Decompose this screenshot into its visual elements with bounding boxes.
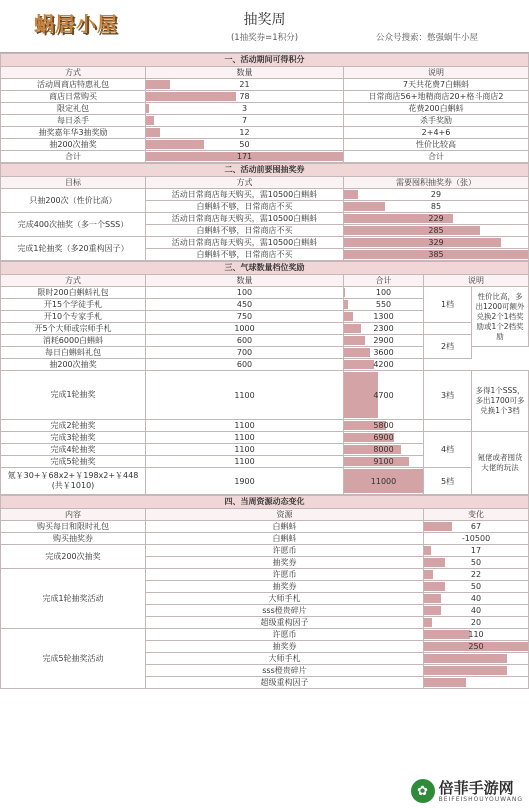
value-bar [344, 348, 370, 357]
cell-value: 8000 [373, 445, 394, 454]
method-cell: 每日杀手 [1, 115, 146, 127]
value-bar [146, 140, 204, 149]
method-cell: 活动日常商店每天购买，需10500白蝌蚪 [146, 237, 344, 249]
column-header: 说明 [344, 67, 529, 79]
change-cell [424, 653, 529, 665]
method-cell: 白蝌蚪不够，日常商店不买 [146, 201, 344, 213]
cell-value: 9100 [373, 457, 394, 466]
table-row [1, 521, 529, 533]
count-cell: 1900 [146, 468, 344, 495]
change-cell [424, 629, 529, 641]
tickets-cell [344, 225, 529, 237]
note-cell: 2+4+6 [344, 127, 529, 139]
cell-value: 4700 [373, 390, 394, 400]
value-bar [424, 570, 433, 579]
count-cell: 1100 [146, 456, 344, 468]
table-s3 [0, 261, 529, 495]
page-subtitle: (1抽奖券=1积分) [230, 33, 299, 43]
cell-value: 78 [239, 92, 250, 101]
table-row [1, 115, 529, 127]
resource-cell: 许愿币 [146, 629, 424, 641]
value-bar [424, 618, 432, 627]
total-cell [344, 371, 424, 420]
cell-value: 3600 [373, 348, 394, 357]
table-s4 [0, 495, 529, 689]
section-title-text: 三、气球数量档位奖励 [1, 262, 529, 275]
method-cell: 限时200白蝌蚪礼包 [1, 287, 146, 299]
method-cell: 完成2轮抽奖 [1, 420, 146, 432]
tier-cell: 1档 [424, 287, 472, 323]
value-bar [344, 324, 361, 333]
cell-value: 21 [239, 80, 250, 89]
value-bar [146, 104, 149, 113]
tier-note: 性价比高，多出1200可额外兑换2个1档奖励或1个2档奖励 [472, 287, 529, 347]
column-header: 需要囤积抽奖券（张） [344, 177, 529, 189]
table-row [1, 359, 529, 371]
page-title: 抽奖周 [243, 12, 286, 28]
cell-value: 7 [241, 116, 248, 125]
cell-value: 11000 [370, 476, 397, 486]
tier-note: 多得1个SSS，多出1700可多兑换1个3档 [472, 371, 529, 432]
resource-cell: 大师手札 [146, 653, 424, 665]
value-bar [424, 654, 507, 663]
cell-value: 50 [239, 140, 250, 149]
change-cell [424, 557, 529, 569]
table-row [1, 432, 529, 444]
value-bar [344, 288, 345, 297]
section-title [1, 496, 529, 509]
total-cell [344, 323, 424, 335]
count-cell: 1100 [146, 432, 344, 444]
method-cell: 氪￥30+￥68x2+￥198x2+￥448 (共￥1010) [1, 468, 146, 495]
total-cell [344, 335, 424, 347]
count-cell: 750 [146, 311, 344, 323]
change-cell [424, 677, 529, 689]
column-header: 合计 [344, 275, 424, 287]
section-title-text: 二、活动前要囤抽奖券 [1, 164, 529, 177]
note-cell: 杀手奖励 [344, 115, 529, 127]
count-cell: 450 [146, 299, 344, 311]
table-row [1, 420, 529, 432]
value-bar [424, 666, 507, 675]
watermark-main: 倍菲手游网 [438, 778, 514, 797]
resource-cell: 许愿币 [146, 569, 424, 581]
value-bar [424, 582, 445, 591]
value-bar [344, 336, 365, 345]
method-cell: 活动日常商店每天购买，需10500白蝌蚪 [146, 213, 344, 225]
table-s1 [0, 53, 529, 163]
resource-cell: 白蝌蚪 [146, 533, 424, 545]
leaf-icon: ✿ [411, 779, 435, 803]
value-bar [146, 80, 170, 89]
tickets-cell [344, 249, 529, 261]
method-cell: 白蝌蚪不够，日常商店不买 [146, 249, 344, 261]
resource-cell: 抽奖券 [146, 557, 424, 569]
change-cell [424, 605, 529, 617]
cell-value: 285 [428, 226, 444, 235]
table-row [1, 335, 529, 347]
value-bar [424, 522, 452, 531]
content-cell: 完成5轮抽奖活动 [1, 629, 146, 689]
table-s2 [0, 163, 529, 261]
method-cell: 完成5轮抽奖 [1, 456, 146, 468]
table-row [1, 287, 529, 299]
tier-note: 氪佬或者囤货大佬的玩法 [472, 432, 529, 495]
section-title [1, 262, 529, 275]
method-cell: 开5个大师或宗师手札 [1, 323, 146, 335]
cell-value: 85 [430, 202, 442, 211]
value-bar [344, 202, 385, 211]
cell-value: 550 [375, 300, 392, 309]
table-row [1, 103, 529, 115]
resource-cell: 抽奖券 [146, 581, 424, 593]
count-cell [146, 139, 344, 151]
count-cell [146, 151, 344, 163]
change-cell [424, 665, 529, 677]
cell-value: 385 [428, 250, 444, 259]
method-cell: 开15个学徒手札 [1, 299, 146, 311]
total-cell [344, 468, 424, 495]
change-cell [424, 617, 529, 629]
tickets-cell [344, 189, 529, 201]
tier-cell: 3档 [424, 371, 472, 420]
cell-value: 229 [428, 214, 444, 223]
cell-value: 329 [428, 238, 444, 247]
table-row [1, 237, 529, 249]
content-cell: 完成200次抽奖 [1, 545, 146, 569]
change-cell [424, 593, 529, 605]
cell-value: 29 [430, 190, 442, 199]
count-cell: 600 [146, 359, 344, 371]
table-row [1, 569, 529, 581]
cell-value: 3 [241, 104, 248, 113]
method-cell: 活动日常商店每天购买，需10500白蝌蚪 [146, 189, 344, 201]
watermark-sub: BEIFEISHOUYOUWANG [438, 795, 523, 803]
column-header: 数量 [146, 275, 344, 287]
table-row [1, 371, 529, 420]
cell-value: 67 [470, 522, 482, 531]
count-cell: 700 [146, 347, 344, 359]
count-cell: 1100 [146, 444, 344, 456]
total-cell [344, 311, 424, 323]
note-cell: 日常商店56+地精商店20+格斗商店2 [344, 91, 529, 103]
change-cell [424, 581, 529, 593]
value-bar [344, 190, 358, 199]
cell-value: 50 [470, 558, 482, 567]
method-cell: 商店日常购买 [1, 91, 146, 103]
change-cell [424, 545, 529, 557]
cell-value: 2300 [373, 324, 394, 333]
cell-value: 2900 [373, 336, 394, 345]
note-cell: 合计 [344, 151, 529, 163]
resource-cell: 白蝌蚪 [146, 521, 424, 533]
table-row [1, 127, 529, 139]
wechat-note: 公众号搜索：憋强蜗牛小屋 [376, 33, 479, 43]
method-cell: 完成4轮抽奖 [1, 444, 146, 456]
value-bar [424, 558, 445, 567]
method-cell: 开10个专家手札 [1, 311, 146, 323]
tickets-cell [344, 237, 529, 249]
column-header: 方式 [1, 275, 146, 287]
method-cell: 抽200次抽奖 [1, 139, 146, 151]
goal-cell: 完成1轮抽奖（多20重构因子） [1, 237, 146, 261]
method-cell: 限定礼包 [1, 103, 146, 115]
value-bar [344, 238, 501, 247]
tier-cell: 5档 [424, 468, 472, 495]
method-cell: 抽奖嘉年华3抽奖励 [1, 127, 146, 139]
cell-value: 12 [239, 128, 250, 137]
resource-cell: 抽奖券 [146, 641, 424, 653]
change-cell [424, 521, 529, 533]
method-cell: 抽200次抽奖 [1, 359, 146, 371]
table-row [1, 139, 529, 151]
section-title [1, 54, 529, 67]
method-cell: 消耗6000白蝌蚪 [1, 335, 146, 347]
cell-value: 40 [470, 594, 482, 603]
column-header: 数量 [146, 67, 344, 79]
section-title-text: 一、活动期间可得积分 [1, 54, 529, 67]
table-row [1, 323, 529, 335]
column-header: 方式 [146, 177, 344, 189]
cell-value: 250 [468, 642, 484, 651]
table-row [1, 213, 529, 225]
header-row [1, 275, 529, 287]
value-bar [424, 606, 441, 615]
table-row [1, 79, 529, 91]
content-cell: 购买抽奖券 [1, 533, 146, 545]
value-bar [424, 546, 431, 555]
change-cell [424, 533, 529, 545]
note-cell: 性价比较高 [344, 139, 529, 151]
section-title [1, 164, 529, 177]
cell-value: 17 [470, 546, 482, 555]
cell-value: -10500 [461, 534, 491, 543]
table-row [1, 91, 529, 103]
table-row [1, 545, 529, 557]
method-cell: 每日白蝌蚪礼包 [1, 347, 146, 359]
value-bar [146, 116, 154, 125]
method-cell: 完成1轮抽奖 [1, 371, 146, 420]
method-cell: 活动周商店特惠礼包 [1, 79, 146, 91]
count-cell: 1100 [146, 420, 344, 432]
value-bar [424, 594, 441, 603]
value-bar [146, 92, 236, 101]
method-cell: 白蝌蚪不够，日常商店不买 [146, 225, 344, 237]
cell-value: 50 [470, 582, 482, 591]
column-header: 说明 [424, 275, 529, 287]
count-cell [146, 103, 344, 115]
total-cell [344, 420, 424, 432]
cell-value: 20 [470, 618, 482, 627]
header-row [1, 177, 529, 189]
logo: 蜗居小屋 [34, 12, 118, 36]
goal-cell: 完成400次抽奖（多一个SSS） [1, 213, 146, 237]
column-header: 资源 [146, 509, 424, 521]
column-header: 内容 [1, 509, 146, 521]
resource-cell: sss橙贵碎片 [146, 605, 424, 617]
resource-cell: sss橙贵碎片 [146, 665, 424, 677]
note-cell: 花费200白蝌蚪 [344, 103, 529, 115]
header-row [1, 67, 529, 79]
count-cell: 1000 [146, 323, 344, 335]
content-cell: 购买每日和限时礼包 [1, 521, 146, 533]
count-cell [146, 115, 344, 127]
table-row [1, 151, 529, 163]
count-cell: 100 [146, 287, 344, 299]
cell-value: 4200 [373, 360, 394, 369]
total-cell [344, 359, 424, 371]
change-cell [424, 569, 529, 581]
table-row [1, 629, 529, 641]
total-cell [344, 456, 424, 468]
count-cell: 1100 [146, 371, 344, 420]
total-cell [344, 347, 424, 359]
cell-value: 6900 [373, 433, 394, 442]
header [0, 0, 529, 53]
value-bar [344, 226, 480, 235]
resource-cell: 超级重构因子 [146, 677, 424, 689]
content-cell: 完成1轮抽奖活动 [1, 569, 146, 629]
change-cell [424, 641, 529, 653]
tickets-cell [344, 213, 529, 225]
column-header: 目标 [1, 177, 146, 189]
count-cell: 600 [146, 335, 344, 347]
tier-cell: 4档 [424, 432, 472, 468]
count-cell [146, 127, 344, 139]
method-cell: 完成3轮抽奖 [1, 432, 146, 444]
cell-value: 1300 [373, 312, 394, 321]
resource-cell: 大师手札 [146, 593, 424, 605]
note-cell: 7天共花费7白蝌蚪 [344, 79, 529, 91]
count-cell [146, 91, 344, 103]
header-row [1, 509, 529, 521]
method-cell: 合计 [1, 151, 146, 163]
table-row [1, 189, 529, 201]
section-title-text: 四、当周资源动态变化 [1, 496, 529, 509]
cell-value: 110 [468, 630, 484, 639]
tier-cell: 2档 [424, 335, 472, 359]
resource-cell: 许愿币 [146, 545, 424, 557]
column-header: 变化 [424, 509, 529, 521]
value-bar [424, 678, 466, 687]
table-row [1, 533, 529, 545]
value-bar [424, 630, 470, 639]
total-cell [344, 432, 424, 444]
cell-value: 171 [236, 152, 253, 161]
value-bar [146, 128, 160, 137]
cell-value: 100 [375, 288, 392, 297]
cell-value: 22 [470, 570, 482, 579]
table-row [1, 468, 529, 495]
site-watermark [411, 778, 523, 804]
total-cell [344, 287, 424, 299]
tickets-cell [344, 201, 529, 213]
count-cell [146, 79, 344, 91]
goal-cell: 只抽200次（性价比高） [1, 189, 146, 213]
total-cell [344, 299, 424, 311]
cell-value: 40 [470, 606, 482, 615]
total-cell [344, 444, 424, 456]
cell-value: 5800 [373, 421, 394, 430]
column-header: 方式 [1, 67, 146, 79]
resource-cell: 超级重构因子 [146, 617, 424, 629]
value-bar [344, 312, 353, 321]
value-bar [344, 360, 374, 369]
value-bar [344, 300, 348, 309]
